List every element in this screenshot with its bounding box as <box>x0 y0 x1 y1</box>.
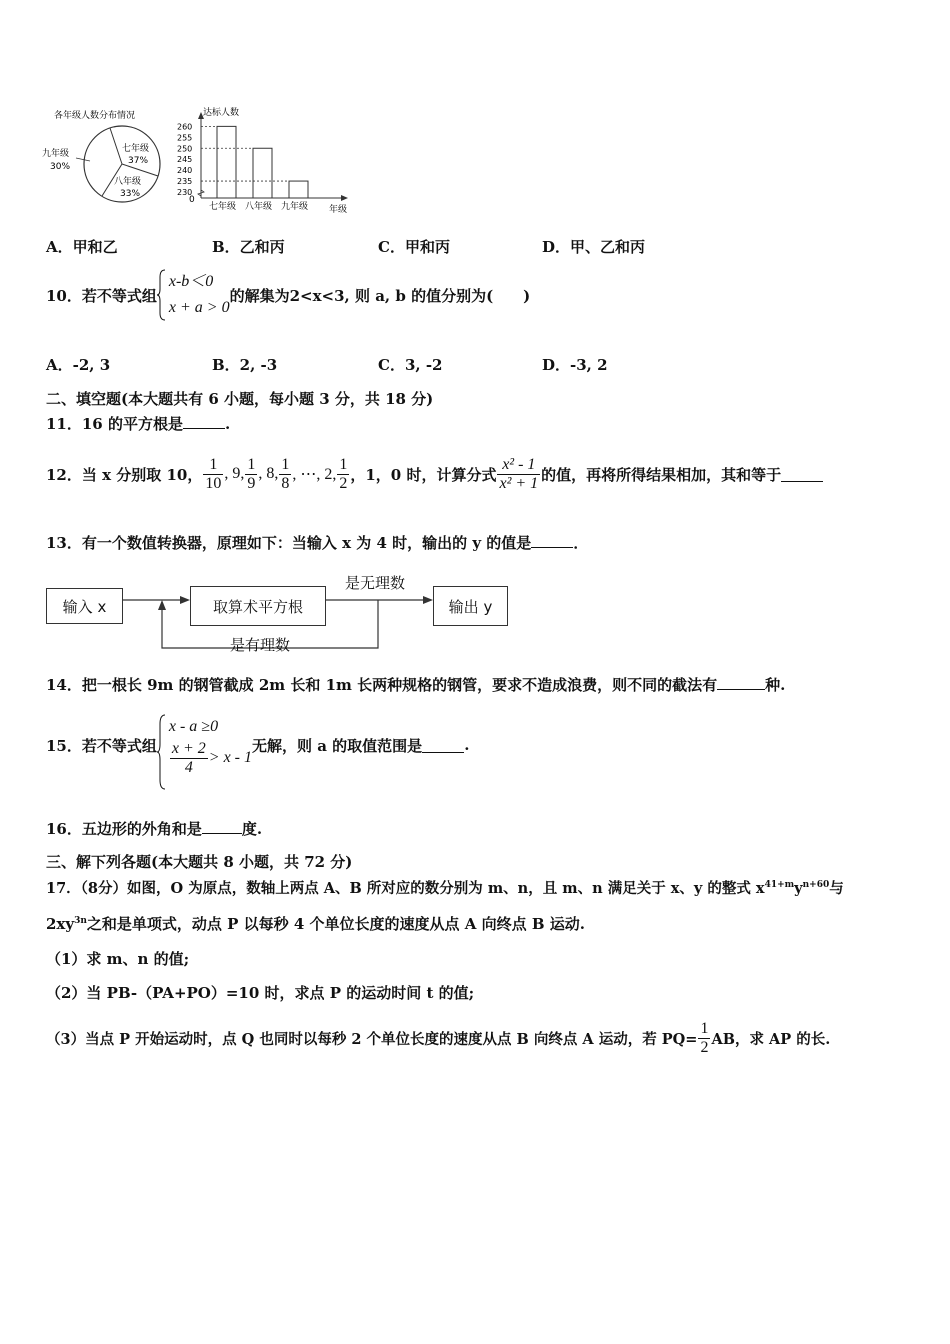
q12-frac-4-num: 1 <box>339 455 348 473</box>
q12-mid: ，1，0 时，计算分式 <box>350 465 497 484</box>
q12-frac-1-den: 10 <box>205 474 222 492</box>
q17-exponent-1: 41+m <box>764 880 795 891</box>
q17-line2-text: 之和是单项式，动点 P 以每秒 4 个单位长度的速度从点 A 向终点 B 运动. <box>86 915 585 933</box>
brace-icon <box>157 714 166 790</box>
arrowhead-icon <box>158 600 166 610</box>
pie-slice-pct-grade8: 33% <box>120 189 141 199</box>
pie-slice-pct-grade7: 37% <box>128 156 149 166</box>
q15-frac-den: 4 <box>170 758 208 777</box>
q13-text: 13．有一个数值转换器，原理如下：当输入 x 为 4 时，输出的 y 的值是 <box>46 534 532 552</box>
q10-option-a: A．-2, 3 <box>46 356 111 374</box>
q9-option-c: C．甲和丙 <box>378 238 450 256</box>
bar-chart-title: 达标人数 <box>203 108 240 118</box>
flow-process-box: 取算术平方根 <box>190 586 326 626</box>
bar-category-label: 七年级 <box>209 202 237 212</box>
q12-suffix: 的值，再将所得结果相加，其和等于 <box>541 465 782 484</box>
bar-chart-xlabel: 年级 <box>329 205 348 215</box>
question-15 <box>46 704 469 786</box>
bar-y-tick-label: 235 <box>177 177 193 187</box>
q12-frac-1 <box>203 456 223 493</box>
q17-part3-end: AB，求 AP 的长. <box>711 1030 831 1048</box>
bar-y-tick-label: 255 <box>177 133 193 143</box>
q11-text: 11．16 的平方根是 <box>46 415 183 433</box>
q12-expression-den: x² + 1 <box>499 474 539 492</box>
pie-divider-1 <box>110 128 122 164</box>
q15-system <box>157 714 252 777</box>
q10-option-c: C．3, -2 <box>378 356 443 374</box>
q17-line1-y: y <box>794 880 803 897</box>
section-2-heading: 二、填空题(本大题共有 6 小题，每小题 3 分，共 18 分) <box>46 390 434 408</box>
q13-answer-blank <box>531 533 573 548</box>
flow-label-rational: 是有理数 <box>230 636 291 654</box>
q12-frac-3 <box>279 456 291 493</box>
bar-category-label: 九年级 <box>281 202 309 212</box>
q12-frac-2-num: 1 <box>247 455 256 473</box>
q12-expression-num: x² - 1 <box>502 455 536 473</box>
question-17-part-3 <box>46 1015 830 1061</box>
pie-label-pointer <box>76 158 90 161</box>
q14-answer-blank <box>717 675 765 690</box>
q15-line2-tail: > x - 1 <box>208 749 253 766</box>
q15-suffix: 无解，则 a 的取值范围是 <box>252 736 423 755</box>
question-17-part-1: （1）求 m、n 的值; <box>46 950 190 968</box>
q12-frac-4 <box>337 456 349 493</box>
q10-option-b: B．2, -3 <box>212 356 278 374</box>
bar-八年级 <box>253 148 272 198</box>
question-17-part-2: （2）当 PB-（PA+PO）=10 时，求点 P 的运动时间 t 的值; <box>46 984 475 1002</box>
q9-option-b: B．乙和丙 <box>212 238 285 256</box>
q10-suffix: 的解集为2<x<3, 则 a, b 的值分别为( ) <box>229 286 531 305</box>
q12-answer-blank <box>781 467 823 482</box>
q15-prefix: 15．若不等式组 <box>46 736 157 755</box>
q12-sep-2: , 8, <box>258 465 279 482</box>
q12-frac-3-den: 8 <box>281 474 290 492</box>
q10-line1: x-b＜0 <box>168 273 214 290</box>
x-axis-arrowhead-icon <box>341 195 348 201</box>
q10-system <box>157 269 230 321</box>
q12-frac-3-num: 1 <box>281 455 290 473</box>
bar-九年级 <box>289 181 308 198</box>
pie-slice-label-grade8: 八年级 <box>114 177 142 187</box>
q17-line1-end: 与 <box>829 880 844 897</box>
q14-end: 种. <box>765 676 786 694</box>
pie-chart <box>40 106 170 206</box>
q17-part3-frac-den: 2 <box>700 1038 709 1056</box>
q17-line1-text: 17．（8分）如图，O 为原点，数轴上两点 A、B 所对应的数分别为 m、n，且 m、n 满足关于 x、y 的整式 x <box>46 880 765 897</box>
q12-frac-1-num: 1 <box>209 455 218 473</box>
q15-end: . <box>464 736 470 754</box>
q13-end: ． <box>573 534 589 552</box>
q9-option-d: D．甲、乙和丙 <box>542 238 646 256</box>
q12-expression-frac <box>497 456 540 493</box>
bar-七年级 <box>217 126 236 198</box>
q10-prefix: 10．若不等式组 <box>46 286 157 305</box>
q16-text: 16．五边形的外角和是 <box>46 820 202 838</box>
q12-prefix: 12．当 x 分别取 10， <box>46 465 203 484</box>
q16-end: 度. <box>241 820 263 838</box>
q17-exponent-3: 3n <box>74 916 87 926</box>
question-13 <box>46 532 588 553</box>
pie-slice-pct-grade9: 30% <box>50 162 71 172</box>
q10-line2: x + a > 0 <box>168 299 230 316</box>
q17-line2-term: 2xy <box>46 915 75 933</box>
bar-category-label: 八年级 <box>245 202 273 212</box>
q12-frac-2 <box>245 456 257 493</box>
bar-chart-origin: 0 <box>189 195 195 205</box>
q11-answer-blank <box>183 414 225 429</box>
question-17-line-1 <box>46 877 844 898</box>
q12-sep-3: , ⋯, 2, <box>292 466 337 483</box>
q16-answer-blank <box>202 819 242 834</box>
q10-option-d: D．-3, 2 <box>542 356 608 374</box>
pie-slice-label-grade7: 七年级 <box>122 144 150 154</box>
q11-end: . <box>224 415 231 433</box>
q15-line2 <box>169 740 252 777</box>
q12-frac-2-den: 9 <box>247 474 256 492</box>
pie-chart-title: 各年级人数分布情况 <box>54 111 136 121</box>
question-10 <box>46 267 530 323</box>
question-17-line-2 <box>46 913 585 934</box>
question-11 <box>46 413 230 434</box>
brace-icon <box>157 269 166 321</box>
q15-answer-blank <box>422 738 464 753</box>
q14-text: 14．把一根长 9m 的钢管截成 2m 长和 1m 长两种规格的钢管，要求不造成浪费，则不同的截法有 <box>46 676 718 694</box>
bar-chart <box>175 104 355 218</box>
q12-sep-1: , 9, <box>224 465 245 482</box>
bar-y-tick-label: 230 <box>177 188 193 197</box>
bar-y-tick-label: 245 <box>177 155 193 165</box>
bar-y-tick-label: 260 <box>177 122 193 132</box>
question-14 <box>46 674 785 695</box>
section-3-heading: 三、解下列各题(本大题共 8 小题，共 72 分) <box>46 853 353 871</box>
q15-frac <box>170 740 208 777</box>
flow-input-box: 输入 x <box>46 588 123 624</box>
q12-frac-4-den: 2 <box>339 474 348 492</box>
flow-output-box: 输出 y <box>433 586 508 626</box>
arrowhead-icon <box>180 596 190 604</box>
q17-part3-frac-num: 1 <box>700 1019 709 1037</box>
q17-part3-frac <box>698 1020 710 1057</box>
flow-label-irrational: 是无理数 <box>345 574 406 592</box>
q17-exponent-2: n+60 <box>802 880 830 891</box>
q9-option-a: A．甲和乙 <box>46 238 118 256</box>
arrowhead-icon <box>423 596 433 604</box>
bar-y-tick-label: 240 <box>177 166 193 176</box>
bar-y-tick-label: 250 <box>177 144 193 154</box>
q15-frac-num: x + 2 <box>171 739 206 757</box>
q15-line1: x - a ≥0 <box>168 717 219 735</box>
q17-part3-text: （3）当点 P 开始运动时，点 Q 也同时以每秒 2 个单位长度的速度从点 B 向终点 A 运动，若 PQ= <box>46 1030 698 1048</box>
question-12 <box>46 451 823 497</box>
question-16 <box>46 818 262 839</box>
pie-slice-label-grade9: 九年级 <box>42 149 70 159</box>
